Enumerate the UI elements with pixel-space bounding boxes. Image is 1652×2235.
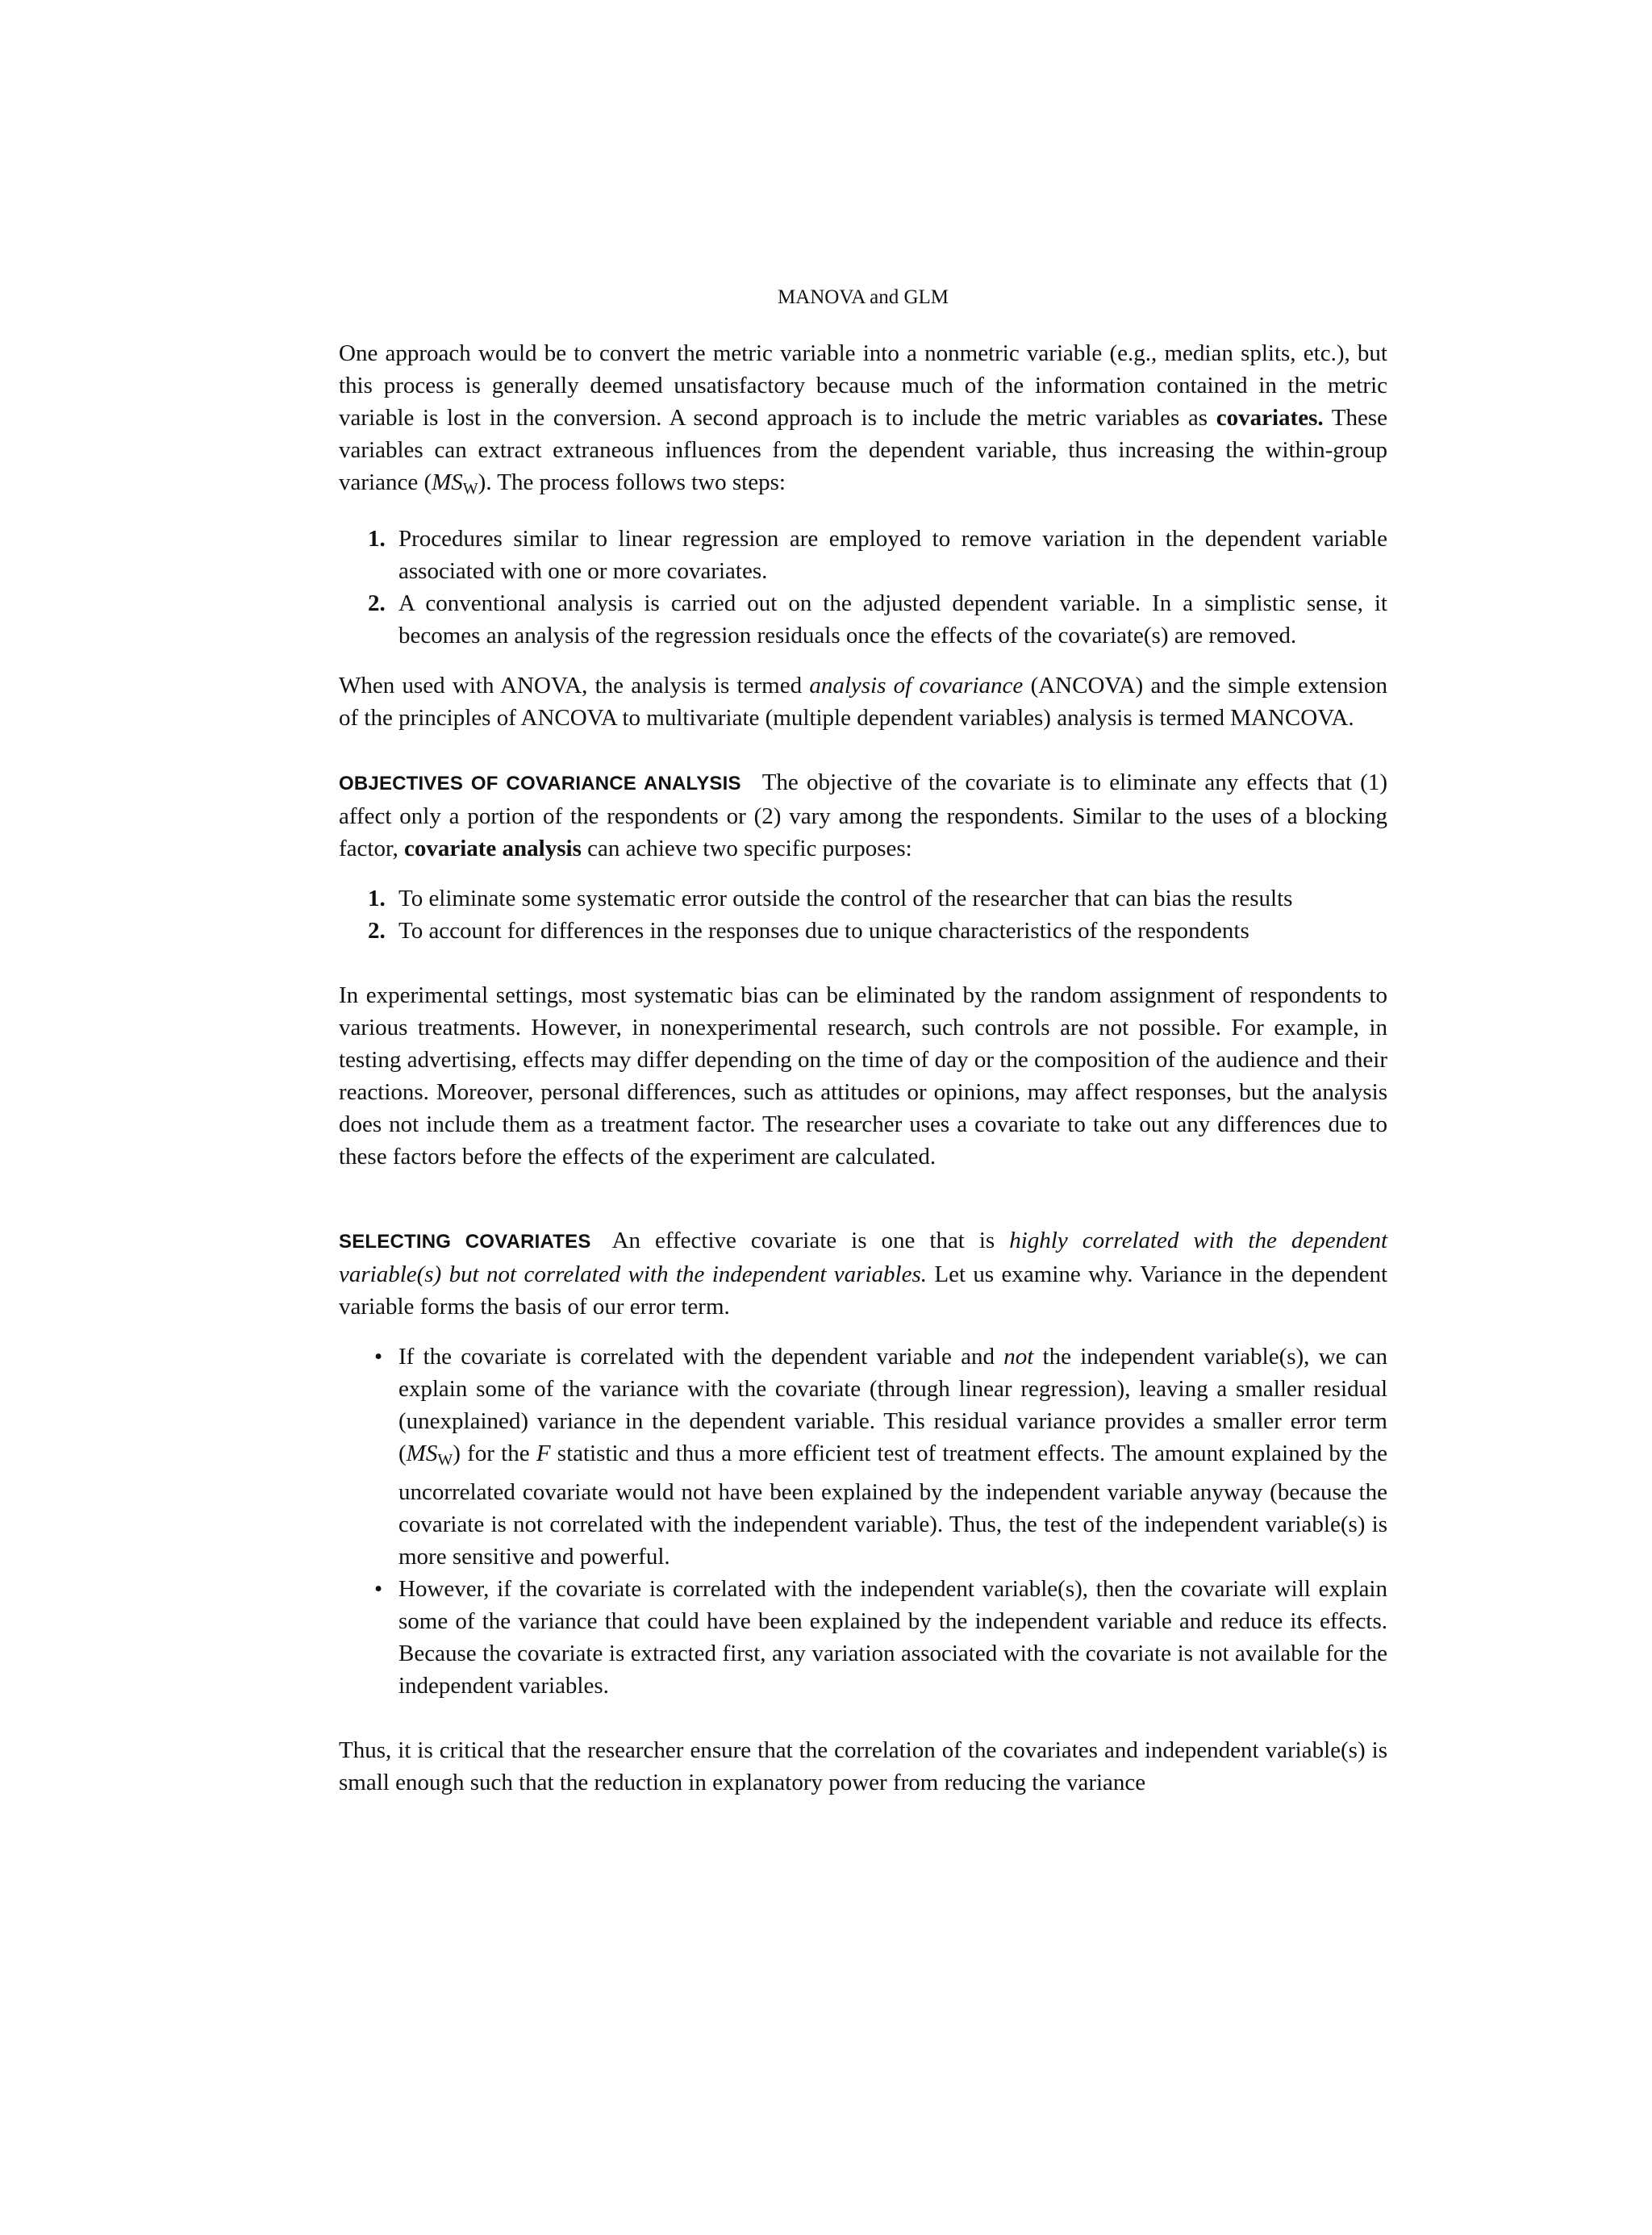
bullet-icon: •: [374, 1344, 383, 1370]
term-analysis-of-covariance: analysis of covariance: [809, 673, 1024, 698]
section-heading-objectives: OBJECTIVES OF COVARIANCE ANALYSIS: [339, 773, 741, 794]
paragraph-experimental-settings: In experimental settings, most systematic bias can be eliminated by the random assignment of respondents to various treatments. However, in nonexperimental research, such controls are not possible. For example, in testing advertising, effects may differ depending on the time of day or the composition of the audience and their reactions. Moreover, personal differences, such as attitudes or opinions, may affect responses, but the analysis does not include them as a treatment factor. The researcher uses a covariate to take out any differences due to these factors before the effects of the experiment are calculated.: [339, 982, 1387, 1170]
bullet-icon: •: [374, 1576, 383, 1602]
page-content: [339, 284, 1387, 1799]
paragraph-metric-conversion: One approach would be to convert the metric variable into a nonmetric variable (e.g., median splits, etc.), but this process is generally deemed unsatisfactory because much of the information contained in the metric variable is lost in the conversion. A second approach is to include the metric variables as covariates. These variables can extract extraneous influences from the dependent variable, thus increasing the within-group variance $(MS_W)$. The process follows two steps:: [339, 340, 1387, 498]
bullet-list: [339, 1341, 1387, 1702]
paragraph-objectives: OBJECTIVES OF COVARIANCE ANALYSIS The objective of the covariate is to eliminate any effects that (1) affect only a portion of the respondents or (2) vary among the respondents. Similar to the uses of a blocking factor, covariate analysis can achieve two specific purposes:: [339, 769, 1387, 861]
section-heading-selecting: SELECTING COVARIATES: [339, 1231, 591, 1253]
list-item: 1. Procedures similar to linear regression are employed to remove variation in the dependent variable associated with one or more covariates.: [368, 526, 1387, 584]
list-item: 2. To account for differences in the responses due to unique characteristics of the respondents: [368, 918, 1249, 944]
term-covariate-analysis: covariate analysis: [403, 836, 582, 861]
list-item: • However, if the covariate is correlated with the independent variable(s), then the covariate will explain some of the variance that could have been explained by the independent variable and reduce its effects. Because the covariate is extracted first, any variation associated with the covariate is not available for the independent variables.: [339, 1573, 1387, 1702]
list-item: 1. To eliminate some systematic error outside the control of the researcher that can bias the results: [368, 886, 1293, 911]
list-item: • If the covariate is correlated with the dependent variable and not the independent variable(s), we can explain some of the variance with the covariate (through linear regression), leaving a smaller residual (unexplained) variance in the dependent variable. This residual variance provides a smaller error term $(MS_W)$ for the F statistic and thus a more efficient test of treatment effects. The amount explained by the uncorrelated covariate would not have been explained by the independent variable anyway (because the covariate is not correlated with the independent variable). Thus, the test of the independent variable(s) is more sensitive and powerful.: [339, 1341, 1387, 1573]
paragraph-ancova: When used with ANOVA, the analysis is termed analysis of covariance (ANCOVA) and the simple extension of the principles of ANCOVA to multivariate (multiple dependent variables) analysis is termed MANCOVA.: [339, 673, 1387, 731]
term-covariates: covariates.: [1216, 405, 1324, 431]
list-item: 2. A conventional analysis is carried out on the adjusted dependent variable. In a simplistic sense, it becomes an analysis of the regression residuals once the effects of the covariate(s) are removed.: [368, 590, 1387, 648]
paragraph-conclusion: Thus, it is critical that the researcher ensure that the correlation of the covariates and independent variable(s) is small enough such that the reduction in explanatory power from reducing the variance: [339, 1737, 1387, 1795]
purposes-list: [339, 882, 1387, 947]
running-head: MANOVA and GLM: [777, 286, 949, 308]
steps-list: [339, 523, 1387, 652]
paragraph-selecting: SELECTING COVARIATES An effective covariate is one that is highly correlated with the dependent variable(s) but not correlated with the independent variables. Let us examine why. Variance in the dependent variable forms the basis of our error term.: [339, 1228, 1388, 1320]
emphasis-correlation-rule: highly correlated with the dependent variable(s) but not correlated with the independent variables.: [339, 1228, 1387, 1287]
